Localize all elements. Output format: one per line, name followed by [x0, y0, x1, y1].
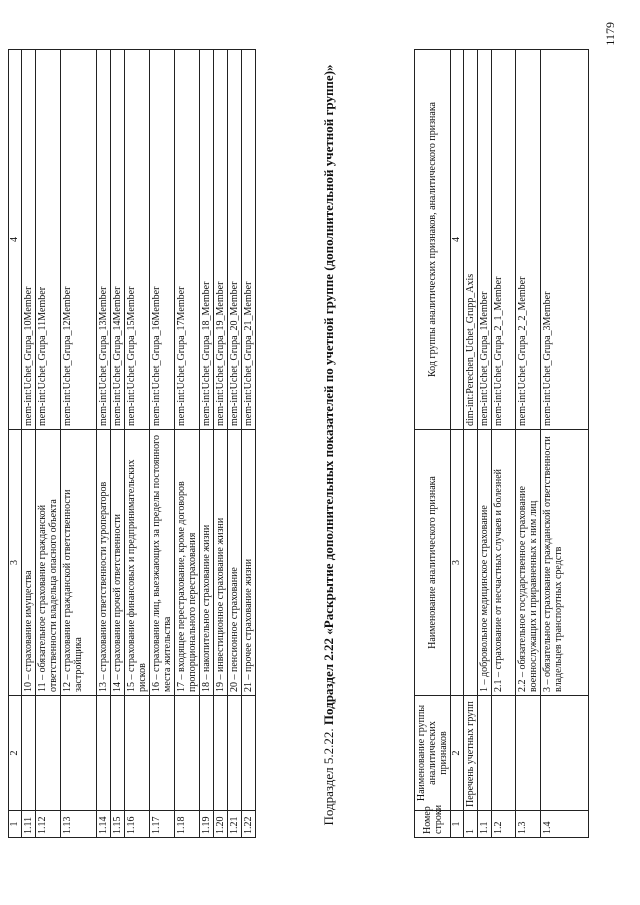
row-number-cell: 1.16	[125, 811, 150, 838]
feature-name-cell: 2.1 – страхование от несчастных случаев и болезней	[492, 430, 516, 696]
feature-name-cell: 10 – страхование имущества	[22, 430, 36, 696]
code-cell: mem-int:Uchet_Grupa_19_Member	[214, 50, 228, 430]
column-header: Наименование аналитического признака	[415, 430, 451, 696]
group-name-cell	[541, 696, 589, 811]
row-number-cell: 1.21	[228, 811, 242, 838]
code-cell: mem-int:Uchet_Grupa_20_Member	[228, 50, 242, 430]
code-cell: mem-int:Uchet_Grupa_15Member	[125, 50, 150, 430]
group-name-cell	[61, 696, 97, 811]
table-row	[478, 50, 492, 838]
group-name-cell	[200, 696, 214, 811]
group-name-cell	[242, 696, 256, 811]
feature-name-cell	[464, 430, 478, 696]
column-number: 2	[9, 696, 22, 811]
column-number: 1	[451, 811, 464, 838]
row-number-cell: 1	[464, 811, 478, 838]
top-table-body	[9, 50, 256, 838]
row-number-cell: 1.20	[214, 811, 228, 838]
table-row	[150, 50, 175, 838]
group-name-cell	[516, 696, 541, 811]
feature-name-cell: 21 – прочее страхование жизни	[242, 430, 256, 696]
group-name-cell: Перечень учетных групп	[464, 696, 478, 811]
table-row	[111, 50, 125, 838]
code-cell: mem-int:Uchet_Grupa_2_1_Member	[492, 50, 516, 430]
row-number-cell: 1.22	[242, 811, 256, 838]
table-row	[464, 50, 478, 838]
code-cell: mem-int:Uchet_Grupa_16Member	[150, 50, 175, 430]
bottom-table-body	[415, 50, 589, 838]
row-number-cell: 1.13	[61, 811, 97, 838]
column-header: Наименование группы аналитических признаков	[415, 696, 451, 811]
feature-name-cell: 17 – входящее перестрахование, кроме договоров пропорционального перестрахования	[175, 430, 200, 696]
feature-name-cell: 18 – накопительное страхование жизни	[200, 430, 214, 696]
table-row	[492, 50, 516, 838]
column-header: Код группы аналитических признаков, аналитического признака	[415, 50, 451, 430]
feature-name-cell: 13 – страхование ответственности туроператоров	[97, 430, 111, 696]
row-number-cell: 1.14	[97, 811, 111, 838]
row-number-cell: 1.2	[492, 811, 516, 838]
feature-name-cell: 12 – страхование гражданской ответственности застройщика	[61, 430, 97, 696]
code-cell: mem-int:Uchet_Grupa_13Member	[97, 50, 111, 430]
group-name-cell	[97, 696, 111, 811]
row-number-cell: 1.3	[516, 811, 541, 838]
code-cell: mem-int:Uchet_Grupa_17Member	[175, 50, 200, 430]
feature-name-cell: 2.2 – обязательное государственное страхование военнослужащих и приравненных к ним лиц	[516, 430, 541, 696]
column-number: 1	[9, 811, 22, 838]
table-row	[97, 50, 111, 838]
table-row	[541, 50, 589, 838]
feature-name-cell: 15 – страхование финансовых и предпринимательских рисков	[125, 430, 150, 696]
code-cell: mem-int:Uchet_Grupa_12Member	[61, 50, 97, 430]
row-number-cell: 1.15	[111, 811, 125, 838]
table-row	[125, 50, 150, 838]
row-number-cell: 1.17	[150, 811, 175, 838]
row-number-cell: 1.1	[478, 811, 492, 838]
row-number-cell: 1.11	[22, 811, 36, 838]
code-cell: mem-int:Uchet_Grupa_3Member	[541, 50, 589, 430]
column-number: 4	[451, 50, 464, 430]
table-row	[200, 50, 214, 838]
table-row	[516, 50, 541, 838]
feature-name-cell: 20 – пенсионное страхование	[228, 430, 242, 696]
section-prefix: Подраздел 5.2.22.	[321, 728, 336, 826]
group-name-cell	[22, 696, 36, 811]
column-number-row	[9, 50, 22, 838]
group-name-cell	[111, 696, 125, 811]
column-number: 3	[451, 430, 464, 696]
row-number-cell: 1.12	[36, 811, 61, 838]
row-number-cell: 1.19	[200, 811, 214, 838]
feature-name-cell: 19 – инвестиционное страхование жизни	[214, 430, 228, 696]
group-name-cell	[228, 696, 242, 811]
group-name-cell	[175, 696, 200, 811]
feature-name-cell: 3 – обязательное страхование гражданской ответственности владельцев транспортных средств	[541, 430, 589, 696]
table-row	[61, 50, 97, 838]
group-name-cell	[125, 696, 150, 811]
column-number: 2	[451, 696, 464, 811]
section-title: Подраздел 2.22 «Раскрытие дополнительных показателей по учетной группе (дополнительной учетной группе)»	[321, 64, 336, 726]
code-cell: mem-int:Uchet_Grupa_2_2_Member	[516, 50, 541, 430]
top-table	[8, 49, 256, 838]
table-row	[242, 50, 256, 838]
page-number: 1179	[603, 22, 617, 46]
feature-name-cell: 11 – обязательное страхование гражданской ответственности владельца опасного объекта	[36, 430, 61, 696]
table-row	[228, 50, 242, 838]
table-row	[175, 50, 200, 838]
code-cell: dim-int:Perechen_Uchet_Grupp_Axis	[464, 50, 478, 430]
header-row	[415, 50, 451, 838]
code-cell: mem-int:Uchet_Grupa_21_Member	[242, 50, 256, 430]
table-row	[214, 50, 228, 838]
column-number-row	[451, 50, 464, 838]
feature-name-cell: 14 – страхование прочей ответственности	[111, 430, 125, 696]
code-cell: mem-int:Uchet_Grupa_1Member	[478, 50, 492, 430]
code-cell: mem-int:Uchet_Grupa_11Member	[36, 50, 61, 430]
group-name-cell	[36, 696, 61, 811]
feature-name-cell: 1 – добровольное медицинское страхование	[478, 430, 492, 696]
bottom-table	[414, 49, 589, 838]
code-cell: mem-int:Uchet_Grupa_14Member	[111, 50, 125, 430]
table-row	[22, 50, 36, 838]
table-row	[36, 50, 61, 838]
code-cell: mem-int:Uchet_Grupa_18_Member	[200, 50, 214, 430]
group-name-cell	[478, 696, 492, 811]
row-number-cell: 1.18	[175, 811, 200, 838]
column-number: 3	[9, 430, 22, 696]
group-name-cell	[150, 696, 175, 811]
group-name-cell	[492, 696, 516, 811]
column-number: 4	[9, 50, 22, 430]
column-header: Номер строки	[415, 811, 451, 838]
group-name-cell	[214, 696, 228, 811]
feature-name-cell: 16 – страхование лиц, выезжающих за пределы постоянного места жительства	[150, 430, 175, 696]
row-number-cell: 1.4	[541, 811, 589, 838]
code-cell: mem-int:Uchet_Grupa_10Member	[22, 50, 36, 430]
section-heading	[319, 45, 338, 845]
